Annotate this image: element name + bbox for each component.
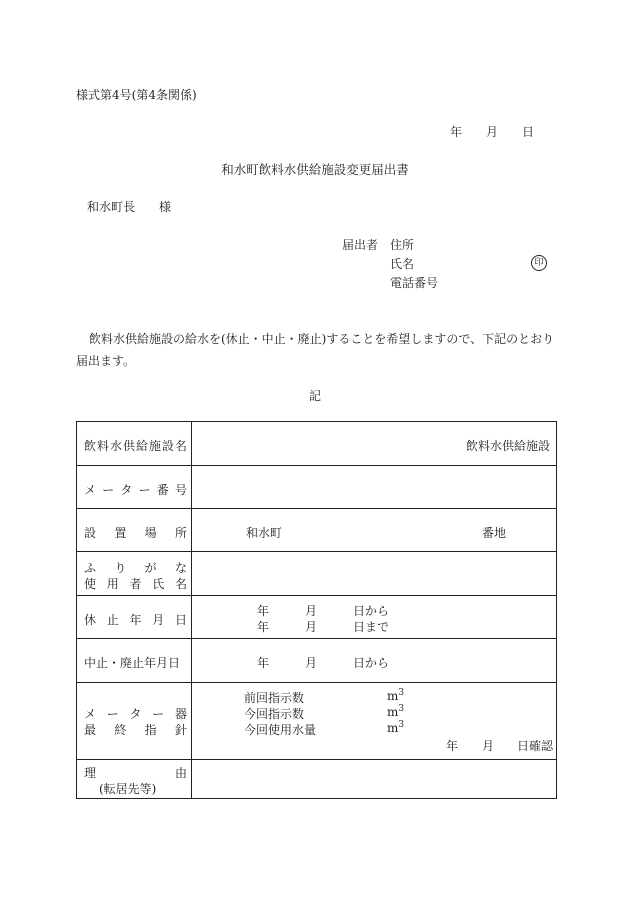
addressee-honorific: 様 (159, 200, 172, 214)
location-banchi: 番地 (482, 526, 507, 540)
meter-final-label-2: 最 終 指 針 (84, 723, 187, 737)
confirm-year: 年 (446, 739, 459, 753)
applicant-address-label: 住所 (390, 238, 415, 252)
date-month: 月 (486, 125, 499, 139)
current-reading-unit: $m^3$ (387, 704, 405, 719)
meter-final-field[interactable] (192, 683, 556, 759)
form-number: 様式第4号(第4条関係) (76, 88, 197, 102)
date-day: 日 (522, 125, 535, 139)
applicant-label: 届出者 (342, 238, 379, 252)
usage-unit: $m^3$ (387, 720, 405, 735)
facility-name-value: 飲料水供給施設 (465, 439, 550, 453)
table-row-location (77, 509, 556, 552)
table-row-meter-final (77, 683, 556, 760)
prev-reading-label: 前回指示数 (244, 691, 305, 705)
applicant-phone-label: 電話番号 (390, 276, 439, 290)
location-label: 設 置 場 所 (84, 526, 187, 540)
meter-final-label-1: メ ー タ ー 器 (84, 707, 187, 721)
suspension-to-year: 年 (257, 620, 270, 634)
suspension-field[interactable] (192, 596, 556, 638)
prev-reading-unit: $m^3$ (387, 688, 405, 703)
user-name-field[interactable] (192, 552, 556, 595)
table-row-discontinue (77, 639, 556, 683)
discontinue-month: 月 (305, 656, 318, 670)
suspension-to-month: 月 (305, 620, 318, 634)
meter-number-field[interactable] (192, 466, 556, 508)
page-title: 和水町飲料水供給施設変更届出書 (221, 162, 409, 177)
facility-name-label: 飲 料 水 供 給 施 設 名 (84, 439, 187, 453)
confirm-day: 日確認 (517, 739, 554, 753)
seal-mark: 印 (531, 255, 547, 271)
reason-sub-label: (転居先等) (99, 782, 157, 796)
current-reading-label: 今回指示数 (244, 707, 305, 721)
table-row-meter-number (77, 466, 556, 509)
confirm-month: 月 (482, 739, 495, 753)
usage-label: 今回使用水量 (244, 723, 317, 737)
ki-heading: 記 (308, 389, 321, 403)
addressee (87, 198, 171, 215)
discontinue-year: 年 (257, 656, 270, 670)
addressee-name: 和水町長 (87, 200, 136, 214)
facility-name-field[interactable] (192, 422, 556, 465)
table-row-user-name (77, 552, 556, 596)
location-field[interactable] (192, 509, 556, 551)
suspension-label: 休 止 年 月 日 (84, 613, 187, 627)
form-table (76, 421, 557, 799)
user-name-label: 使 用 者 氏 名 (84, 577, 187, 591)
discontinue-field[interactable] (192, 639, 556, 682)
suspension-from-month: 月 (305, 604, 318, 618)
table-row-facility-name (77, 422, 556, 466)
table-row-suspension (77, 596, 556, 639)
date-year: 年 (450, 125, 463, 139)
reason-label: 理 由 (84, 766, 187, 780)
suspension-to-day: 日まで (353, 620, 390, 634)
user-kana-label: ふ り が な (84, 561, 187, 575)
discontinue-day: 日から (353, 656, 390, 670)
suspension-from-year: 年 (257, 604, 270, 618)
suspension-from-day: 日から (353, 604, 390, 618)
reason-field[interactable] (192, 760, 556, 798)
applicant-name-label: 氏名 (390, 257, 415, 271)
location-town: 和水町 (246, 526, 283, 540)
body-text: 飲料水供給施設の給水を(休止・中止・廃止)することを希望しますので、下記のとおり届出ます。 (76, 332, 555, 368)
table-row-reason (77, 760, 556, 798)
meter-number-label: メ ー タ ー 番 号 (84, 483, 187, 497)
discontinue-label: 中止・廃止年月日 (84, 656, 181, 670)
